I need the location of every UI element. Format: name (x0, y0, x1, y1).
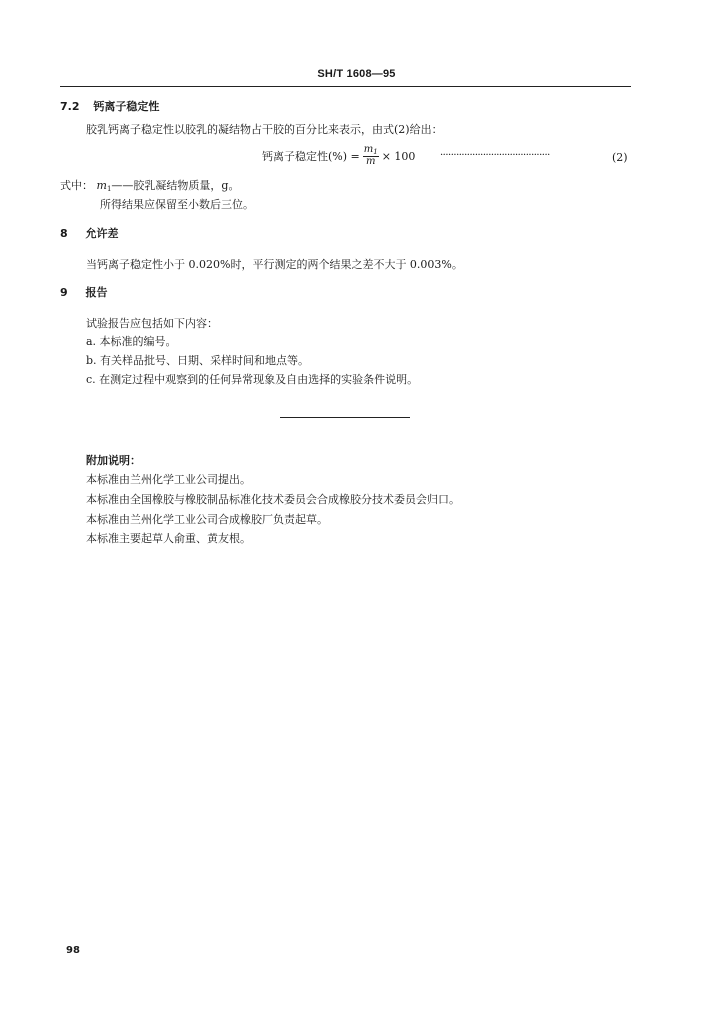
report-item-a: a. 本标准的编号。 (86, 335, 177, 348)
numerator-sub: 1 (373, 148, 378, 156)
header-rule (60, 86, 631, 87)
section-8-text: 当钙离子稳定性小于 0.020%时，平行测定的两个结果之差不大于 0.003%。 (86, 258, 463, 271)
formula-2 (262, 141, 415, 171)
where-var: m (96, 179, 107, 192)
formula-lhs: 钙离子稳定性(%) = (262, 150, 360, 163)
rounding-note: 所得结果应保留至小数后三位。 (100, 198, 254, 211)
appendix-line: 本标准由兰州化学工业公司提出。 (86, 473, 251, 486)
where-sub: 1 (106, 185, 112, 193)
numerator-var: m (363, 144, 374, 155)
where-label: 式中： (60, 179, 93, 192)
appendix-line: 本标准由全国橡胶与橡胶制品标准化技术委员会合成橡胶分技术委员会归口。 (86, 493, 460, 506)
section-divider (280, 417, 410, 418)
page-number: 98 (66, 945, 80, 956)
section-9-intro: 试验报告应包括如下内容： (86, 317, 218, 330)
section-title: 报告 (85, 286, 108, 299)
standard-code-header: SH/T 1608—95 (317, 68, 396, 80)
appendix-line: 本标准主要起草人俞重、黄友根。 (86, 532, 251, 545)
formula-leader-dots: ········································· (440, 150, 550, 161)
section-7-2-heading (60, 98, 159, 114)
section-7-2-intro: 胶乳钙离子稳定性以胶乳的凝结物占干胶的百分比来表示，由式(2)给出： (86, 123, 443, 136)
appendix-title: 附加说明： (86, 454, 141, 467)
section-9-heading (60, 284, 108, 300)
where-clause (60, 177, 239, 193)
section-8-heading (60, 225, 119, 241)
fraction-denominator: m (365, 156, 376, 167)
report-item-b: b. 有关样品批号、日期、采样时间和地点等。 (86, 354, 310, 367)
formula-reference: (2) (612, 151, 628, 164)
section-number: 9 (60, 286, 68, 299)
section-title: 允许差 (85, 227, 119, 240)
formula-rhs: × 100 (381, 149, 416, 163)
appendix-line: 本标准由兰州化学工业公司合成橡胶厂负责起草。 (86, 513, 328, 526)
section-title: 钙离子稳定性 (93, 100, 160, 113)
section-number: 8 (60, 227, 68, 240)
report-item-c: c. 在测定过程中观察到的任何异常现象及自由选择的实验条件说明。 (86, 373, 419, 386)
formula-fraction (363, 145, 379, 167)
section-number: 7.2 (60, 100, 80, 113)
where-desc: ——胶乳凝结物质量，g。 (111, 179, 240, 192)
